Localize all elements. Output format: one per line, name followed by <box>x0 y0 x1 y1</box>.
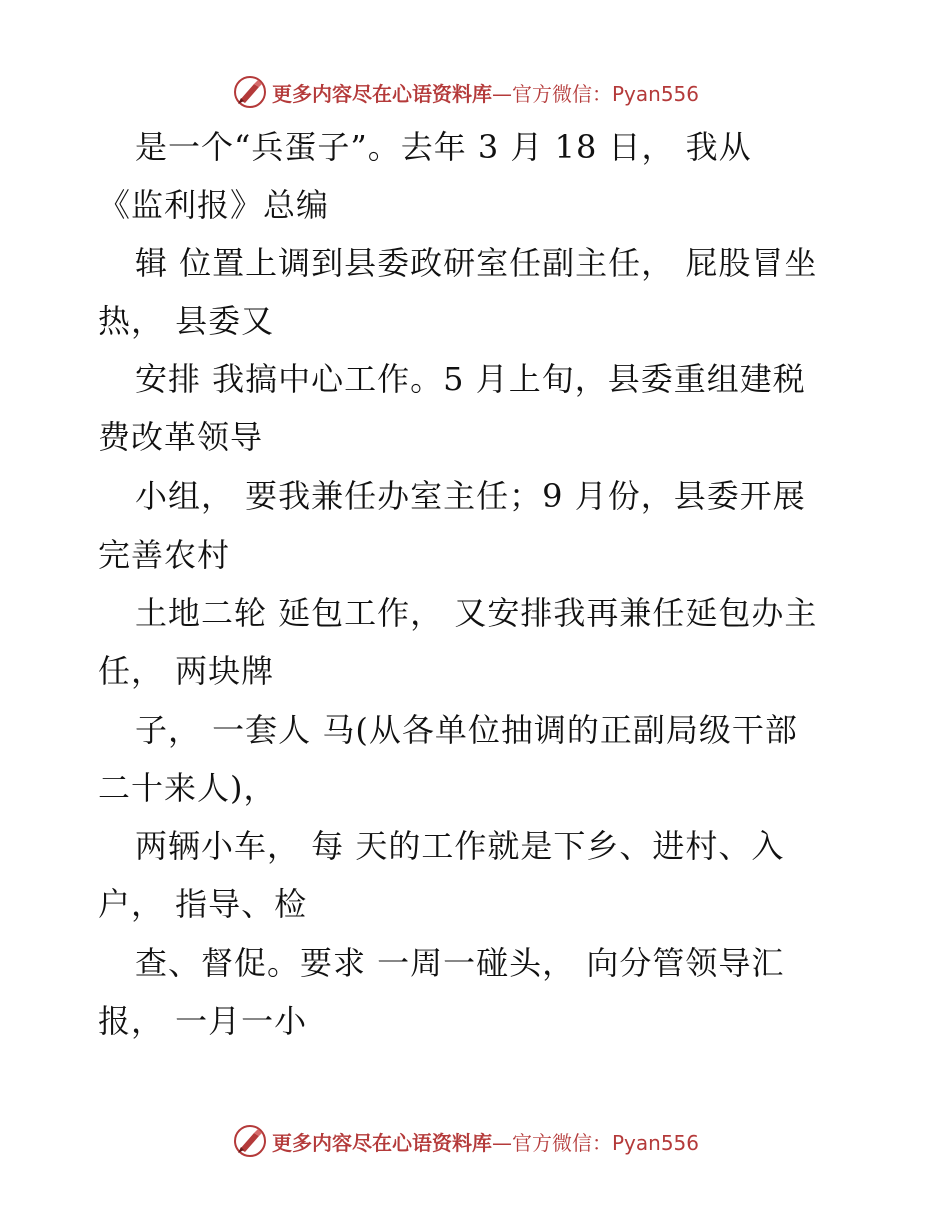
text-line-3: 辑 位置上调到县委政研室任副主任， 屁股冒坐 <box>135 244 818 282</box>
text-line-4: 热， 县委又 <box>98 302 275 340</box>
text-line-13: 两辆小车， 每 天的工作就是下乡、进村、入 <box>135 827 785 865</box>
text-line-12: 二十来人)， <box>98 769 277 807</box>
text-line-6: 费改革领导 <box>98 418 264 456</box>
text-line-9: 土地二轮 延包工作， 又安排我再兼任延包办主 <box>135 594 818 632</box>
footer-watermark <box>232 1121 699 1161</box>
text-line-5: 安排 我搞中心工作。5 月上旬，县委重组建税 <box>135 360 806 398</box>
watermark-contact: —官方微信：Pyan556 <box>492 81 700 106</box>
pen-logo-icon <box>232 1123 268 1159</box>
text-line-1: 是一个“兵蛋子”。去年 3 月 18 日， 我从 <box>135 128 752 166</box>
watermark-brand: 更多内容尽在心语资料库 <box>272 1130 492 1155</box>
watermark-brand: 更多内容尽在心语资料库 <box>272 81 492 106</box>
text-line-7: 小组， 要我兼任办室主任；9 月份，县委开展 <box>135 477 806 515</box>
text-line-11: 子， 一套人 马(从各单位抽调的正副局级干部 <box>135 711 798 749</box>
watermark-text <box>272 1127 699 1156</box>
text-line-8: 完善农村 <box>98 536 231 574</box>
text-line-14: 户， 指导、检 <box>98 885 308 923</box>
text-line-10: 任， 两块牌 <box>98 652 275 690</box>
text-line-15: 查、督促。要求 一周一碰头， 向分管领导汇 <box>135 944 785 982</box>
watermark-contact: —官方微信：Pyan556 <box>492 1130 700 1155</box>
text-line-2: 《监利报》总编 <box>98 186 330 224</box>
text-line-16: 报， 一月一小 <box>98 1002 308 1040</box>
